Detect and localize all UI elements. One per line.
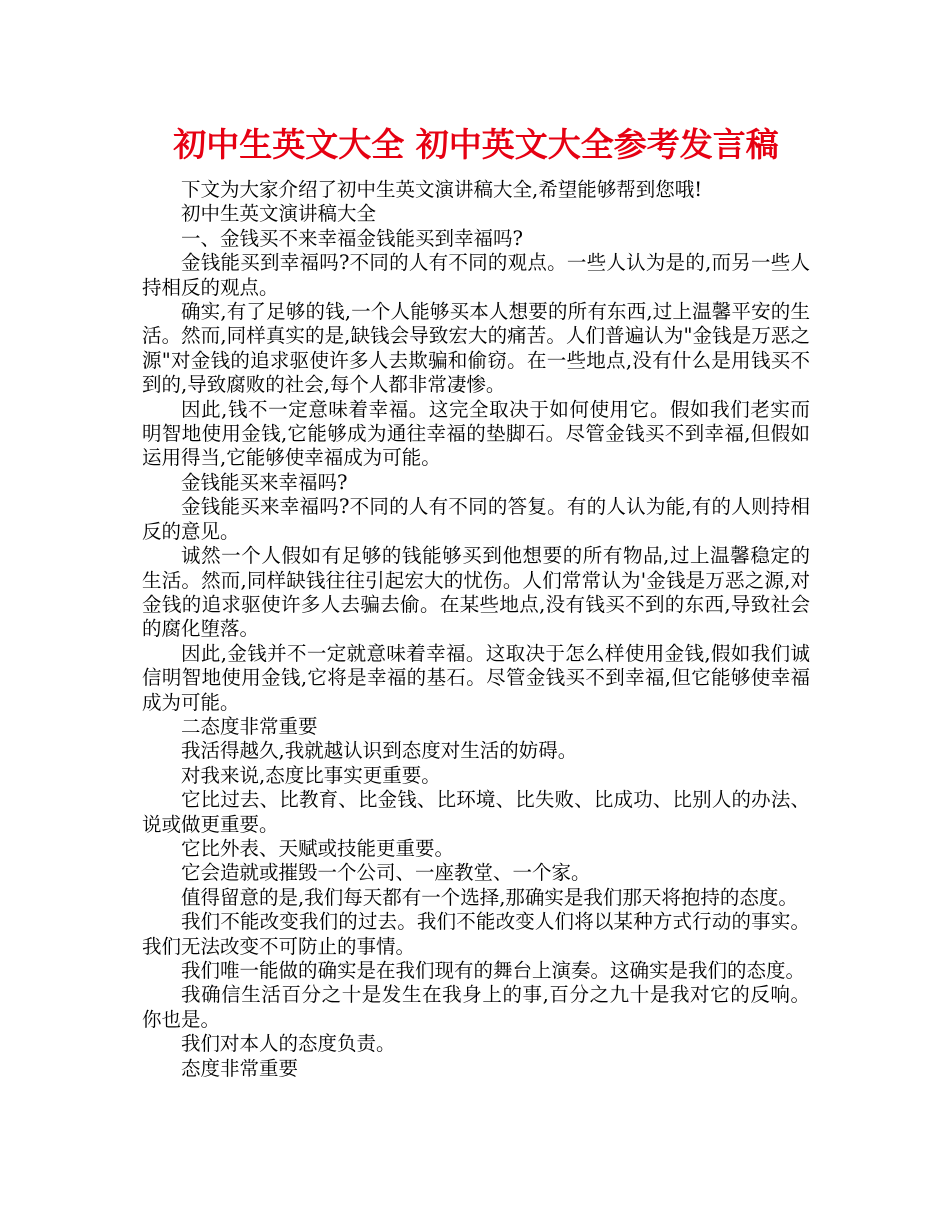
paragraph: 我们唯一能做的确实是在我们现有的舞台上演奏。这确实是我们的态度。 <box>181 959 806 982</box>
document-body <box>142 178 810 1081</box>
paragraph: 金钱能买来幸福吗?不同的人有不同的答复。有的人认为能,有的人则持相反的意见。 <box>142 495 810 543</box>
paragraph: 因此,金钱并不一定就意味着幸福。这取决于怎么样使用金钱,假如我们诚信明智地使用金钱,它将是幸福的基石。尽管金钱买不到幸福,但它能够使幸福成为可能。 <box>142 641 810 714</box>
paragraph: 因此,钱不一定意味着幸福。这完全取决于如何使用它。假如我们老实而明智地使用金钱,它能够成为通往幸福的垫脚石。尽管金钱买不到幸福,但假如运用得当,它能够使幸福成为可能。 <box>142 397 810 470</box>
paragraph: 我们不能改变我们的过去。我们不能改变人们将以某种方式行动的事实。我们无法改变不可防止的事情。 <box>142 910 810 958</box>
paragraph: 我活得越久,我就越认识到态度对生活的妨碍。 <box>181 739 578 763</box>
document-title: 初中生英文大全 初中英文大全参考发言稿 <box>173 125 779 164</box>
document-page <box>142 118 810 1081</box>
paragraph: 下文为大家介绍了初中生英文演讲稿大全,希望能够帮到您哦! <box>181 178 703 201</box>
paragraph: 我确信生活百分之十是发生在我身上的事,百分之九十是我对它的反响。你也是。 <box>142 983 810 1031</box>
paragraph: 对我来说,态度比事实更重要。 <box>181 763 441 787</box>
paragraph: 它比外表、天赋或技能更重要。 <box>181 836 455 860</box>
paragraph: 我们对本人的态度负责。 <box>181 1032 396 1056</box>
paragraph: 诚然一个人假如有足够的钱能够买到他想要的所有物品,过上温馨稳定的生活。然而,同样缺钱往往引起宏大的忧伤。人们常常认为'金钱是万恶之源,对金钱的追求驱使许多人去骗去偷。在某些地点,没有钱买不到的东西,导致社会的腐化堕落。 <box>142 544 810 641</box>
paragraph: 金钱能买到幸福吗?不同的人有不同的观点。一些人认为是的,而另一些人持相反的观点。 <box>142 251 810 299</box>
paragraph: 值得留意的是,我们每天都有一个选择,那确实是我们那天将抱持的态度。 <box>181 885 798 909</box>
paragraph: 态度非常重要 <box>181 1056 299 1080</box>
section-heading: 二态度非常重要 <box>181 714 318 738</box>
section-heading: 一、金钱买不来幸福金钱能买到幸福吗? <box>181 226 523 250</box>
paragraph: 它比过去、比教育、比金钱、比环境、比失败、比成功、比别人的办法、说或做更重要。 <box>142 788 810 836</box>
paragraph: 初中生英文演讲稿大全 <box>181 202 377 226</box>
paragraph: 确实,有了足够的钱,一个人能够买本人想要的所有东西,过上温馨平安的生活。然而,同样真实的是,缺钱会导致宏大的痛苦。人们普遍认为"金钱是万恶之源"对金钱的追求驱使许多人去欺骗和偷窃。在一些地点,没有什么是用钱买不到的,导致腐败的社会,每个人都非常凄惨。 <box>142 300 810 397</box>
paragraph: 它会造就或摧毁一个公司、一座教堂、一个家。 <box>181 861 591 885</box>
section-heading: 金钱能买来幸福吗? <box>181 470 348 494</box>
